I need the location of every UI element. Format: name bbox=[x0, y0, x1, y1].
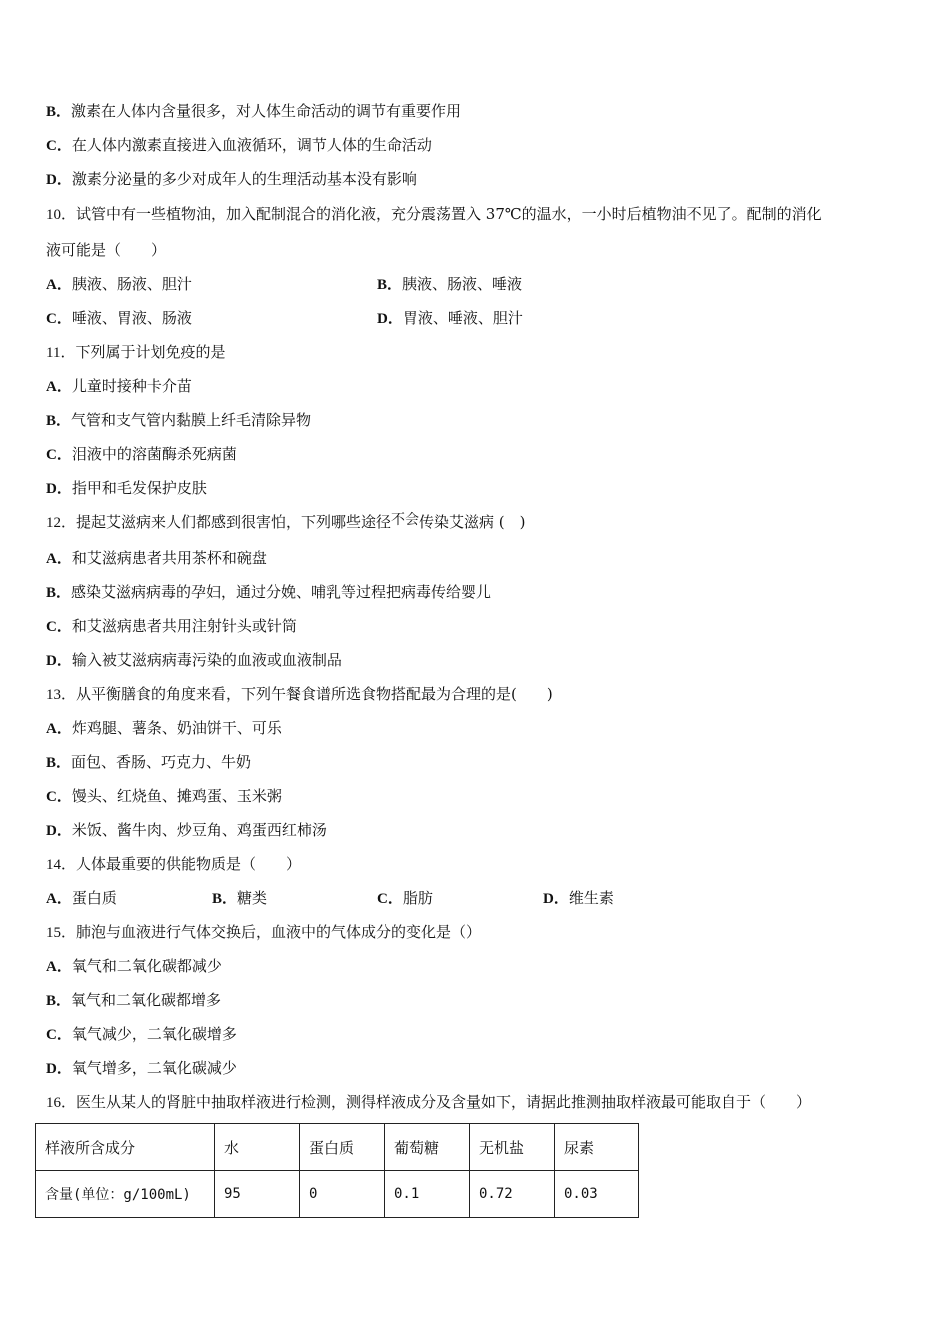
q14-option-b: B．糖类 bbox=[212, 889, 268, 907]
table-cell: 含量(单位：g/100mL) bbox=[36, 1171, 215, 1218]
table-cell: 水 bbox=[215, 1124, 300, 1171]
q10-option-a: A．胰液、肠液、胆汁 bbox=[46, 275, 192, 293]
q16-stem: 16．医生从某人的肾脏中抽取样液进行检测，测得样液成分及含量如下，请据此推测抽取样液最可能取自于（ ） bbox=[46, 1093, 812, 1111]
table-cell: 0.1 bbox=[385, 1171, 470, 1218]
q15-option-c: C．氧气减少，二氧化碳增多 bbox=[46, 1025, 237, 1043]
q12-option-d: D．输入被艾滋病病毒污染的血液或血液制品 bbox=[46, 651, 342, 669]
table-cell: 样液所含成分 bbox=[36, 1124, 215, 1171]
q13-stem: 13．从平衡膳食的角度来看，下列午餐食谱所选食物搭配最为合理的是( ) bbox=[46, 685, 553, 703]
q15-option-d: D．氧气增多，二氧化碳减少 bbox=[46, 1059, 237, 1077]
table-cell: 0 bbox=[300, 1171, 385, 1218]
table-cell: 无机盐 bbox=[470, 1124, 555, 1171]
q9-option-c: C．在人体内激素直接进入血液循环，调节人体的生命活动 bbox=[46, 136, 432, 154]
q13-option-b: B．面包、香肠、巧克力、牛奶 bbox=[46, 753, 252, 771]
q11-stem: 11．下列属于计划免疫的是 bbox=[46, 343, 226, 361]
table-cell: 95 bbox=[215, 1171, 300, 1218]
q15-option-a: A．氧气和二氧化碳都减少 bbox=[46, 957, 222, 975]
table-cell: 葡萄糖 bbox=[385, 1124, 470, 1171]
q10-stem-line2: 液可能是（ ） bbox=[46, 241, 167, 259]
q11-option-a: A．儿童时接种卡介苗 bbox=[46, 377, 192, 395]
q12-option-c: C．和艾滋病患者共用注射针头或针筒 bbox=[46, 617, 297, 635]
q14-option-a: A．蛋白质 bbox=[46, 889, 117, 907]
table-cell: 尿素 bbox=[555, 1124, 639, 1171]
q15-stem: 15．肺泡与血液进行气体交换后，血液中的气体成分的变化是（） bbox=[46, 923, 482, 941]
q11-option-d: D．指甲和毛发保护皮肤 bbox=[46, 479, 207, 497]
q10-option-d: D．胃液、唾液、胆汁 bbox=[377, 309, 523, 327]
table-header-row bbox=[36, 1124, 639, 1171]
q14-option-d: D．维生素 bbox=[543, 889, 614, 907]
q9-option-b: B．激素在人体内含量很多，对人体生命活动的调节有重要作用 bbox=[46, 102, 462, 120]
sample-composition-table bbox=[35, 1123, 639, 1218]
q12-option-a: A．和艾滋病患者共用茶杯和碗盘 bbox=[46, 549, 267, 567]
table-cell: 0.72 bbox=[470, 1171, 555, 1218]
q11-option-c: C．泪液中的溶菌酶杀死病菌 bbox=[46, 445, 237, 463]
q10-option-c: C．唾液、胃液、肠液 bbox=[46, 309, 192, 327]
table-row bbox=[36, 1171, 639, 1218]
table-cell: 0.03 bbox=[555, 1171, 639, 1218]
q13-option-c: C．馒头、红烧鱼、摊鸡蛋、玉米粥 bbox=[46, 787, 282, 805]
q10-option-b: B．胰液、肠液、唾液 bbox=[377, 275, 523, 293]
q11-option-b: B．气管和支气管内黏膜上纤毛清除异物 bbox=[46, 411, 312, 429]
table-cell: 蛋白质 bbox=[300, 1124, 385, 1171]
q9-option-d: D．激素分泌量的多少对成年人的生理活动基本没有影响 bbox=[46, 170, 417, 188]
q12-option-b: B．感染艾滋病病毒的孕妇，通过分娩、哺乳等过程把病毒传给婴儿 bbox=[46, 583, 492, 601]
q14-stem: 14．人体最重要的供能物质是（ ） bbox=[46, 855, 302, 873]
q12-stem: 12．提起艾滋病来人们都感到很害怕，下列哪些途径不会传染艾滋病 ( ) bbox=[46, 512, 526, 531]
q10-stem-line1: 10．试管中有一些植物油，加入配制混合的消化液，充分震荡置入 37℃的温水，一小时后植物油不见了。配制的消化 bbox=[46, 205, 822, 223]
q13-option-a: A．炸鸡腿、薯条、奶油饼干、可乐 bbox=[46, 719, 282, 737]
q15-option-b: B．氧气和二氧化碳都增多 bbox=[46, 991, 222, 1009]
q13-option-d: D．米饭、酱牛肉、炒豆角、鸡蛋西红柿汤 bbox=[46, 821, 327, 839]
q14-option-c: C．脂肪 bbox=[377, 889, 433, 907]
